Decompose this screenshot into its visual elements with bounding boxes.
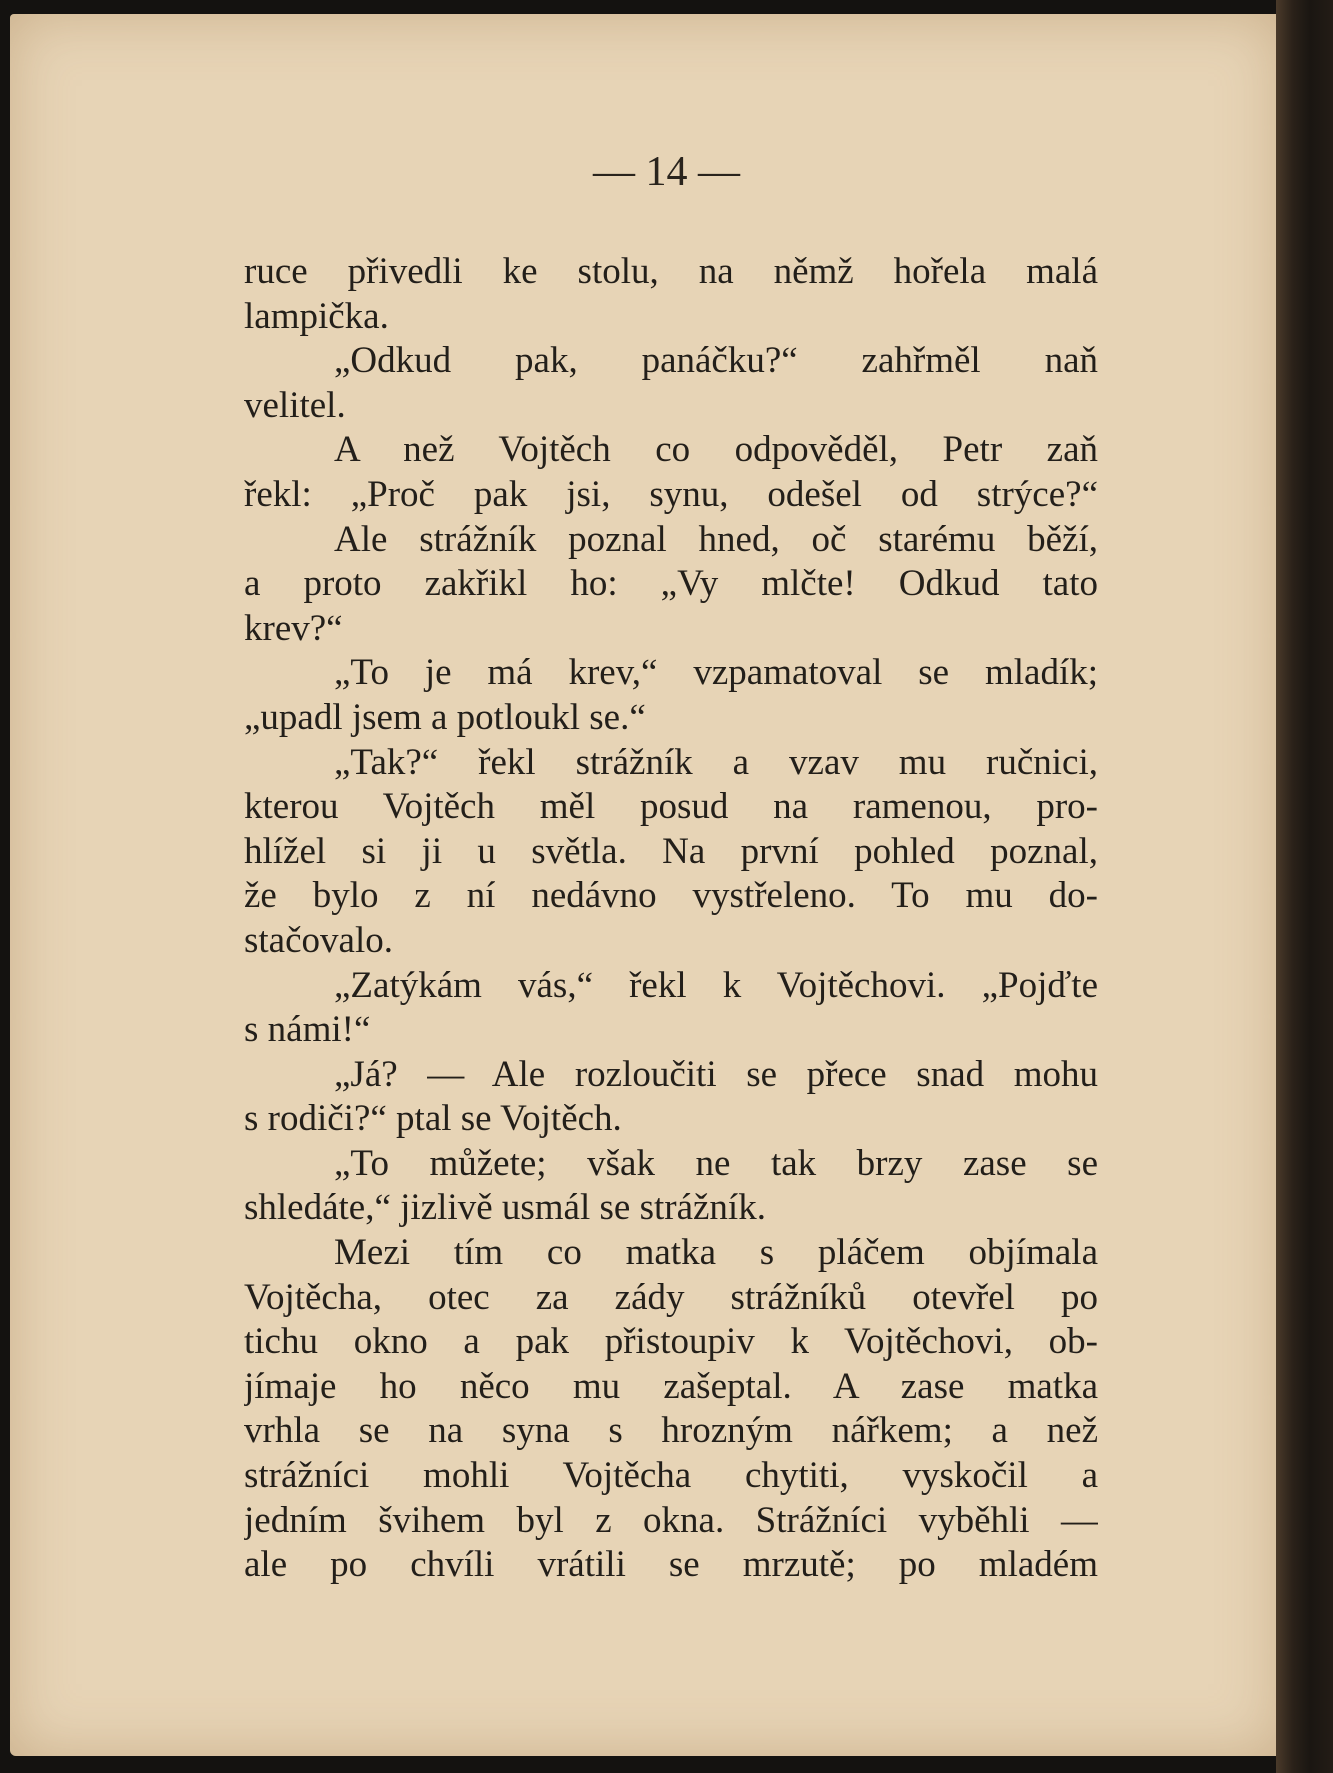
book-binding-edge bbox=[1276, 0, 1333, 1773]
text-line: jedním švihem byl z okna. Strážníci vyběhli — bbox=[244, 1499, 1098, 1541]
text-line: Ale strážník poznal hned, oč starému běží, bbox=[334, 518, 1098, 560]
text-line: shledáte,“ jizlivě usmál se strážník. bbox=[244, 1187, 766, 1229]
text-line: kterou Vojtěch měl posud na ramenou, pro- bbox=[244, 786, 1098, 828]
text-line: „upadl jsem a potloukl se.“ bbox=[244, 696, 646, 738]
text-line: „To můžete; však ne tak brzy zase se bbox=[334, 1142, 1098, 1184]
text-line: „Já? — Ale rozloučiti se přece snad mohu bbox=[334, 1053, 1098, 1095]
text-line: „Zatýkám vás,“ řekl k Vojtěchovi. „Pojďte bbox=[334, 964, 1098, 1006]
text-line: s rodiči?“ ptal se Vojtěch. bbox=[244, 1098, 622, 1140]
text-line: velitel. bbox=[244, 384, 346, 426]
text-line: lampička. bbox=[244, 295, 389, 337]
text-line: Mezi tím co matka s pláčem objímala bbox=[334, 1232, 1098, 1274]
text-line: vrhla se na syna s hrozným nářkem; a než bbox=[244, 1410, 1098, 1452]
text-line: A než Vojtěch co odpověděl, Petr zaň bbox=[334, 429, 1098, 471]
text-line: řekl: „Proč pak jsi, synu, odešel od strýce?“ bbox=[244, 473, 1098, 515]
text-line: a proto zakřikl ho: „Vy mlčte! Odkud tato bbox=[244, 563, 1098, 605]
text-line: Vojtěcha, otec za zády strážníků otevřel po bbox=[244, 1276, 1098, 1318]
text-line: „Tak?“ řekl strážník a vzav mu ručnici, bbox=[334, 741, 1098, 783]
text-line: jímaje ho něco mu zašeptal. A zase matka bbox=[244, 1365, 1098, 1407]
text-line: „Odkud pak, panáčku?“ zahřměl naň bbox=[334, 340, 1098, 382]
text-line: „To je má krev,“ vzpamatoval se mladík; bbox=[334, 652, 1098, 694]
text-line: krev?“ bbox=[244, 607, 343, 649]
text-line: ruce přivedli ke stolu, na němž hořela malá bbox=[244, 251, 1098, 292]
text-line: s námi!“ bbox=[244, 1009, 371, 1051]
page-number: — 14 — bbox=[593, 149, 740, 195]
text-line: tichu okno a pak přistoupiv k Vojtěchovi, ob- bbox=[244, 1321, 1098, 1363]
text-line: strážníci mohli Vojtěcha chytiti, vyskočil a bbox=[244, 1455, 1098, 1497]
text-line: že bylo z ní nedávno vystřeleno. To mu do- bbox=[244, 875, 1098, 917]
text-line: ale po chvíli vrátili se mrzutě; po mladém bbox=[244, 1544, 1098, 1586]
text-line: hlížel si ji u světla. Na první pohled poznal, bbox=[244, 830, 1098, 872]
body-text bbox=[244, 250, 1098, 1588]
text-line: stačovalo. bbox=[244, 919, 393, 961]
